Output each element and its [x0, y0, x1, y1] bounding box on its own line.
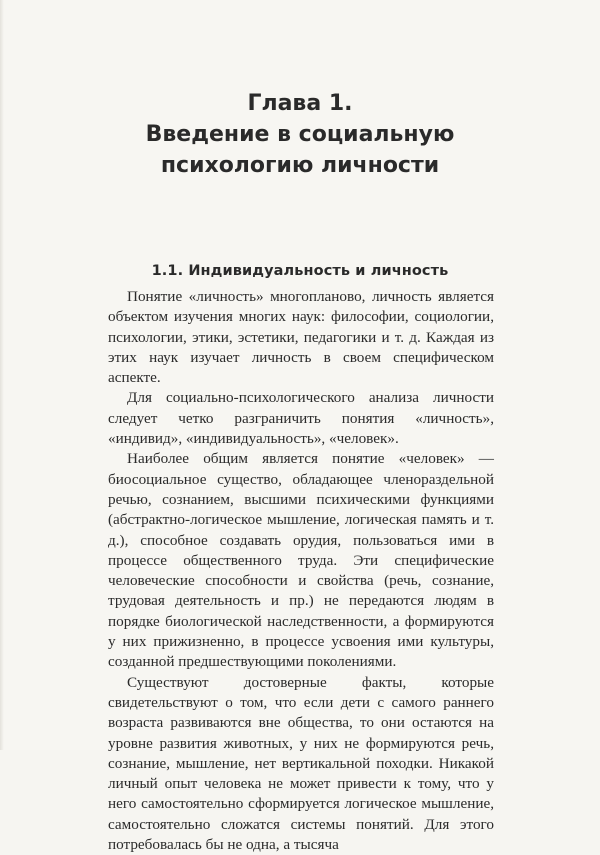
- chapter-title-line-1: Введение в социальную: [145, 122, 455, 147]
- paragraph: Понятие «личность» многопланово, личность является объектом изучения многих наук: философии, социологии, психологии, этики, эстетики, педагогики и т. д. Каждая из этих наук изучает личность в своем специфическом аспекте.: [108, 288, 494, 387]
- section-title: 1.1. Индивидуальность и личность: [151, 263, 449, 279]
- chapter-title-line-2: психологию личности: [160, 153, 440, 178]
- paragraph: Наиболее общим является понятие «человек» — биосоциальное существо, обладающее членораздельной речью, сознанием, высшими психическими функциями (абстрактно-логическое мышление, логическая память и т. д.), способное создавать орудия, пользоваться ими в процессе общественного труда. Эти специфические человеческие способности и свойства (речь, сознание, трудовая деятельность и пр.) не передаются людям в порядке биологической наследственности, а формируются у них прижизненно, в процессе усвоения ими культуры, созданной предшествующими поколениями.: [108, 450, 494, 671]
- paragraph: Существуют достоверные факты, которые свидетельствуют о том, что если дети с самого раннего возраста развиваются вне общества, то они остаются на уровне развития животных, у них не формируются речь, сознание, мышление, нет вертикальной походки. Никакой личный опыт человека не может привести к тому, что у него самостоятельно сформируется логическое мышление, самостоятельно сложатся системы понятий. Для этого потребовалась бы не одна, а тысяча: [108, 673, 494, 854]
- body-text: [108, 287, 494, 855]
- chapter-title: [0, 88, 600, 181]
- paragraph: Для социально-психологического анализа личности следует четко разграничить понятия «личность», «индивид», «индивидуальность», «человек».: [108, 389, 494, 448]
- chapter-number: Глава 1.: [247, 91, 353, 116]
